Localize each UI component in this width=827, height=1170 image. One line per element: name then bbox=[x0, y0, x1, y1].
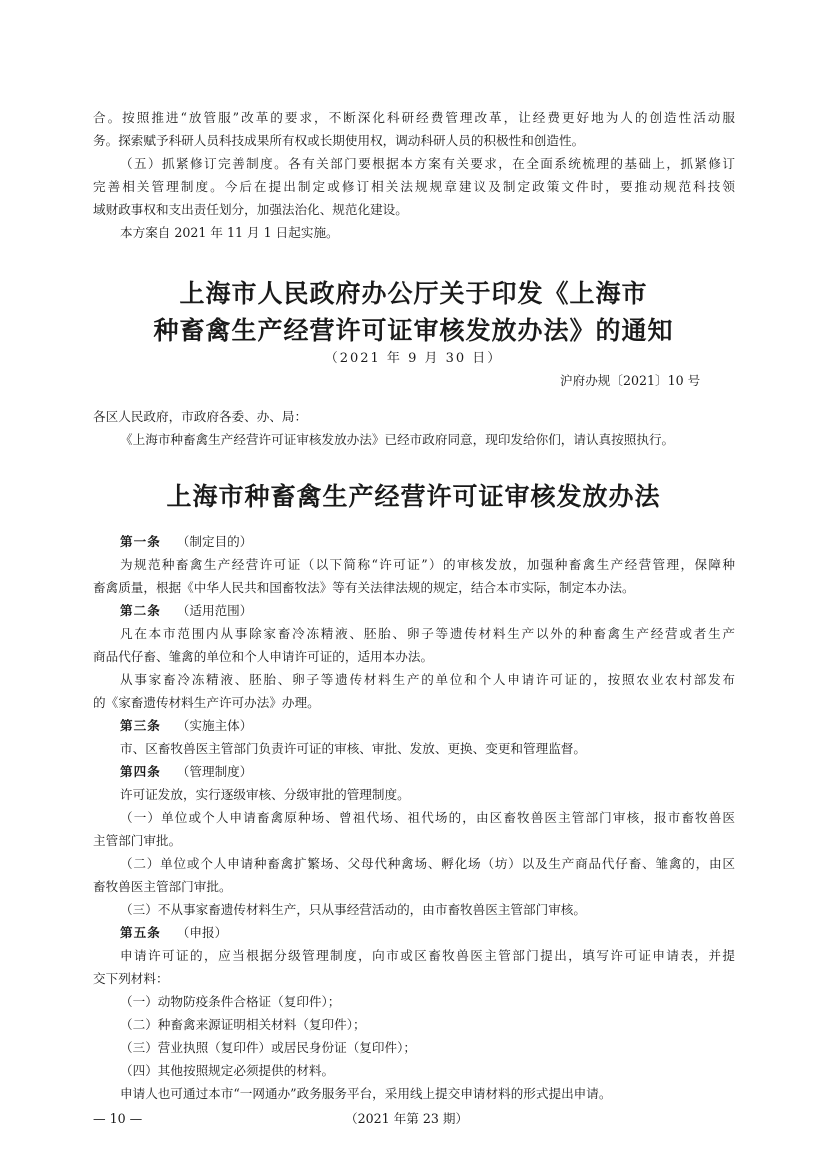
article-5-heading bbox=[120, 921, 735, 944]
article-3-topic: （实施主体） bbox=[176, 718, 253, 733]
article-5-label: 第五条 bbox=[120, 925, 161, 940]
page-number: — 10 — bbox=[93, 1111, 143, 1126]
article-5-line-7: 申请人也可通过本市“一网通办”政务服务平台，采用线上提交申请材料的形式提出申请。 bbox=[120, 1086, 612, 1101]
article-1-topic: （制定目的） bbox=[176, 534, 253, 549]
notice-title-line-2: 种畜禽生产经营许可证审核发放办法》的通知 bbox=[153, 316, 674, 345]
article-4-line-1: 许可证发放，实行逐级审核、分级审批的管理制度。 bbox=[120, 787, 410, 802]
article-5-line-3: （一）动物防疫条件合格证（复印件）； bbox=[120, 994, 341, 1009]
article-4-line-5: 畜牧兽医主管部门审批。 bbox=[93, 879, 232, 894]
article-4-line-6: （三）不从事家畜遗传材料生产，只从事经营活动的，由市畜牧兽医主管部门审核。 bbox=[120, 902, 586, 917]
article-2-line-1: 凡在本市范围内从事除家畜冷冻精液、胚胎、卵子等遗传材料生产以外的种畜禽生产经营或者生产 bbox=[120, 626, 735, 641]
article-1-line-1: 为规范种畜禽生产经营许可证（以下简称“许可证”）的审核发放，加强种畜禽生产经营管理，保障种 bbox=[120, 557, 735, 572]
article-5-line-6: （四）其他按照规定必须提供的材料。 bbox=[120, 1063, 335, 1078]
article-2-line-3: 从事家畜冷冻精液、胚胎、卵子等遗传材料生产的单位和个人申请许可证的，按照农业农村部发布 bbox=[120, 672, 735, 687]
notice-addressee: 各区人民政府，市政府各委、办、局： bbox=[93, 409, 308, 424]
article-1-line-2: 畜禽质量，根据《中华人民共和国畜牧法》等有关法律法规的规定，结合本市实际，制定本办法。 bbox=[93, 580, 635, 595]
intro-line-3: （五）抓紧修订完善制度。各有关部门要根据本方案有关要求，在全面系统梳理的基础上，抓紧修订 bbox=[120, 156, 735, 171]
notice-doc-number: 沪府办规〔2021〕10 号 bbox=[560, 373, 701, 388]
article-3-label: 第三条 bbox=[120, 718, 161, 733]
article-5-topic: （申报） bbox=[176, 925, 228, 940]
article-4-line-3: 主管部门审批。 bbox=[93, 833, 182, 848]
intro-line-2: 务。探索赋予科研人员科技成果所有权或长期使用权，调动科研人员的积极性和创造性。 bbox=[93, 133, 585, 148]
intro-line-1: 合。按照推进“放管服”改革的要求，不断深化科研经费管理改革，让经费更好地为人的创造性活动服 bbox=[93, 110, 735, 125]
article-5-line-5: （三）营业执照（复印件）或居民身份证（复印件）； bbox=[120, 1040, 416, 1055]
notice-body: 《上海市种畜禽生产经营许可证审核发放办法》已经市政府同意，现印发给你们，请认真按照执行。 bbox=[120, 432, 675, 447]
article-4-line-2: （一）单位或个人申请畜禽原种场、曾祖代场、祖代场的，由区畜牧兽医主管部门审核，报市畜牧兽医 bbox=[120, 810, 735, 825]
measures-title: 上海市种畜禽生产经营许可证审核发放办法 bbox=[166, 482, 661, 511]
article-4-heading bbox=[120, 760, 735, 783]
intro-line-6: 本方案自 2021 年 11 月 1 日起实施。 bbox=[120, 225, 339, 240]
article-2-line-2: 商品代仔畜、雏禽的单位和个人申请许可证的，适用本办法。 bbox=[93, 649, 434, 664]
intro-line-5: 域财政事权和支出责任划分，加强法治化、规范化建设。 bbox=[93, 202, 408, 217]
article-5-line-4: （二）种畜禽来源证明相关材料（复印件）； bbox=[120, 1017, 366, 1032]
article-4-label: 第四条 bbox=[120, 764, 161, 779]
notice-date: （2021 年 9 月 30 日） bbox=[324, 351, 503, 366]
article-5-line-1: 申请许可证的，应当根据分级管理制度，向市或区畜牧兽医主管部门提出，填写许可证申请表，并提 bbox=[120, 948, 735, 963]
article-4-topic: （管理制度） bbox=[176, 764, 253, 779]
intro-line-4: 完善相关管理制度。今后在提出制定或修订相关法规规章建议及制定政策文件时，要推动规范科技领 bbox=[93, 179, 735, 194]
issue-number: （2021 年第 23 期） bbox=[345, 1111, 469, 1126]
article-5-line-2: 交下列材料： bbox=[93, 971, 169, 986]
article-2-label: 第二条 bbox=[120, 603, 161, 618]
article-4-line-4: （二）单位或个人申请种畜禽扩繁场、父母代种禽场、孵化场（坊）以及生产商品代仔畜、雏禽的，由区 bbox=[120, 856, 735, 871]
article-2-line-4: 的《家畜遗传材料生产许可办法》办理。 bbox=[93, 695, 320, 710]
article-1-label: 第一条 bbox=[120, 534, 161, 549]
article-1-heading bbox=[120, 530, 735, 553]
article-3-heading bbox=[120, 714, 735, 737]
article-2-topic: （适用范围） bbox=[176, 603, 253, 618]
article-2-heading bbox=[120, 599, 735, 622]
article-3-line-1: 市、区畜牧兽医主管部门负责许可证的审核、审批、发放、更换、变更和管理监督。 bbox=[120, 741, 586, 756]
notice-title-line-1: 上海市人民政府办公厅关于印发《上海市 bbox=[179, 279, 648, 308]
